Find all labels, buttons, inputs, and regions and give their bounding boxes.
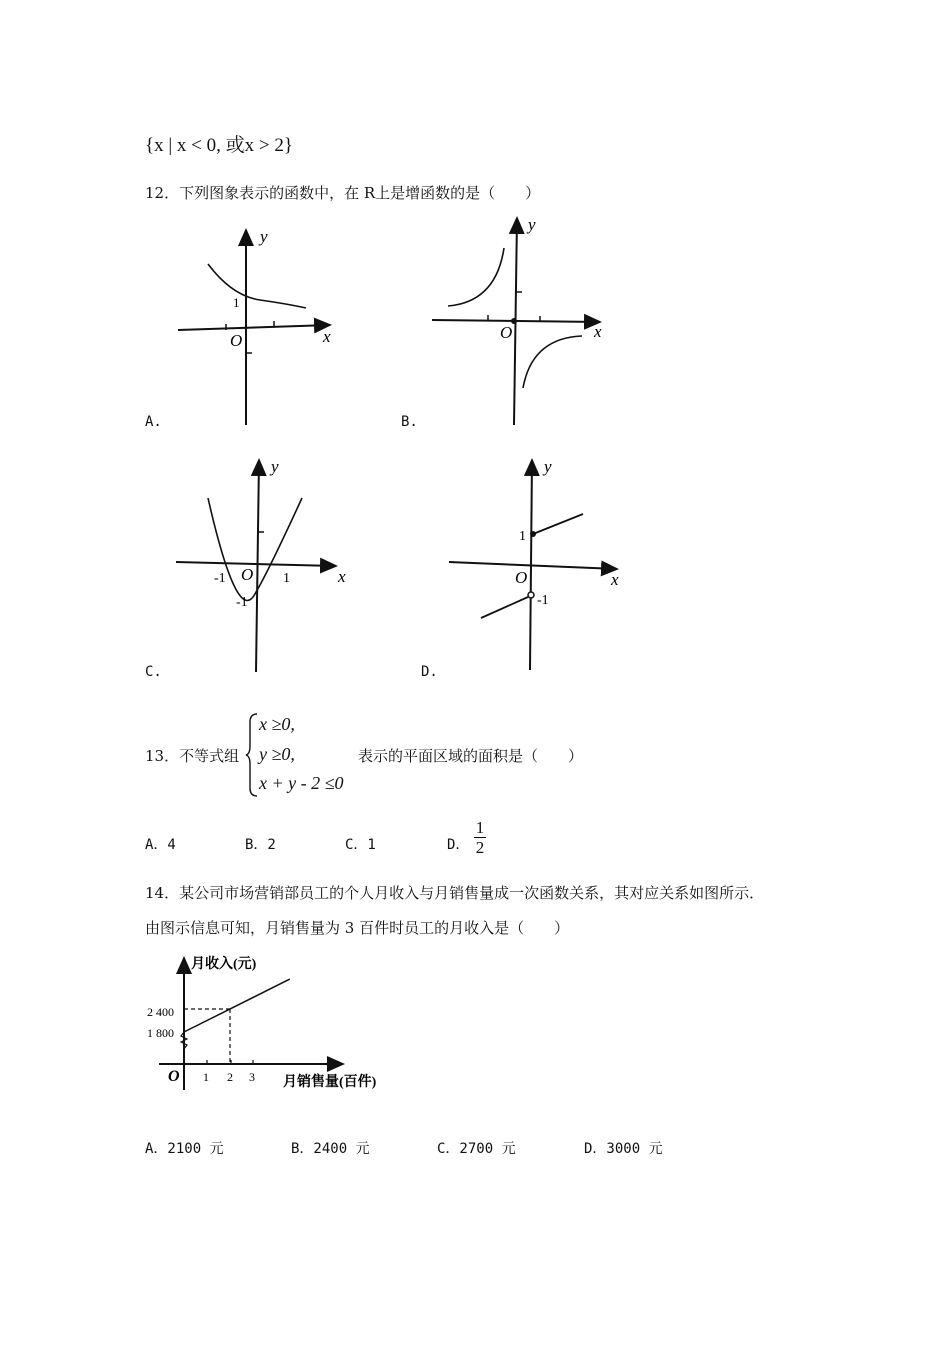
y-axis	[256, 460, 259, 672]
q13-option-b: B．2	[245, 837, 276, 853]
q12-option-d: D.	[421, 664, 438, 680]
y-label: y	[271, 457, 279, 476]
y-tick-label-2400: 2 400	[147, 1005, 174, 1019]
q13-option-a: A．4	[145, 837, 176, 853]
q13-system-line-2: y ≥0,	[259, 744, 295, 764]
q12-stem: 12．下列图象表示的函数中，在 R上是增函数的是（ ）	[145, 184, 541, 202]
chart-ylabel: 月收入(元)	[191, 957, 257, 972]
q14-income-chart	[145, 950, 405, 1100]
q14-option-a: A．2100 元	[145, 1141, 224, 1157]
q14-line-2: 由图示信息可知，月销售量为 3 百件时员工的月收入是（ ）	[145, 919, 570, 937]
q13-prefix: 13．不等式组	[145, 747, 240, 765]
q13-left-brace	[244, 710, 260, 800]
tick-label: 1	[519, 529, 526, 544]
q13-suffix: 表示的平面区域的面积是（ ）	[358, 747, 584, 765]
fraction-denominator: 2	[475, 838, 485, 857]
income-series-line	[184, 979, 290, 1032]
open-dot	[528, 592, 534, 598]
tick-label: 1	[233, 295, 240, 310]
q12-graph-b	[428, 210, 613, 430]
q14-option-c: C．2700 元	[437, 1141, 516, 1157]
curve-right-branch	[523, 336, 582, 388]
x-tick-label-2: 2	[227, 1070, 233, 1084]
origin-label: O	[230, 331, 243, 350]
tick-label: -1	[214, 571, 226, 586]
q12-graph-d	[445, 452, 630, 674]
lower-segment	[481, 597, 528, 618]
chart-origin-label: O	[168, 1068, 180, 1085]
chart-xlabel: 月销售量(百件)	[283, 1075, 377, 1090]
tick-label: 1	[283, 571, 290, 586]
upper-segment	[533, 514, 583, 534]
q14-option-b: B．2400 元	[291, 1141, 370, 1157]
x-label: x	[611, 570, 619, 589]
curve-left-branch	[448, 248, 504, 306]
q12-option-c: C.	[145, 664, 162, 680]
origin-label: O	[500, 323, 513, 342]
q12-graph-c	[172, 452, 357, 674]
tick-label: -1	[236, 595, 248, 610]
x-axis	[178, 325, 330, 330]
x-label: x	[323, 327, 331, 346]
x-label: x	[594, 322, 602, 341]
header-set-notation: {x | x < 0, 或x > 2}	[145, 135, 293, 156]
y-label: y	[544, 457, 552, 476]
q13-system-line-3: x + y - 2 ≤0	[259, 773, 344, 793]
origin-label: O	[515, 568, 528, 587]
x-tick-label-3: 3	[249, 1070, 255, 1084]
q13-option-d-fraction	[474, 818, 486, 857]
tick-label: -1	[537, 593, 549, 608]
x-axis	[176, 562, 336, 566]
y-axis	[530, 460, 532, 670]
q14-option-d: D．3000 元	[584, 1141, 663, 1157]
q14-line-1: 14．某公司市场营销部员工的个人月收入与月销售量成一次函数关系，其对应关系如图所示．	[145, 884, 765, 902]
closed-dot	[530, 531, 536, 537]
origin-label: O	[241, 565, 254, 584]
x-label: x	[338, 567, 346, 586]
q13-option-c: C．1	[345, 837, 376, 853]
q12-graph-a	[170, 220, 350, 430]
y-label: y	[260, 227, 268, 246]
x-tick-label-1: 1	[203, 1070, 209, 1084]
fraction-numerator: 1	[475, 818, 485, 837]
q12-option-a: A.	[145, 414, 162, 430]
curve-decreasing	[208, 264, 306, 308]
x-axis	[449, 562, 617, 569]
q13-system-line-1: x ≥0,	[259, 714, 295, 734]
y-label: y	[528, 215, 536, 234]
y-tick-label-1800: 1 800	[147, 1026, 174, 1040]
q13-option-d: D．	[447, 837, 470, 853]
q12-option-b: B.	[401, 414, 418, 430]
